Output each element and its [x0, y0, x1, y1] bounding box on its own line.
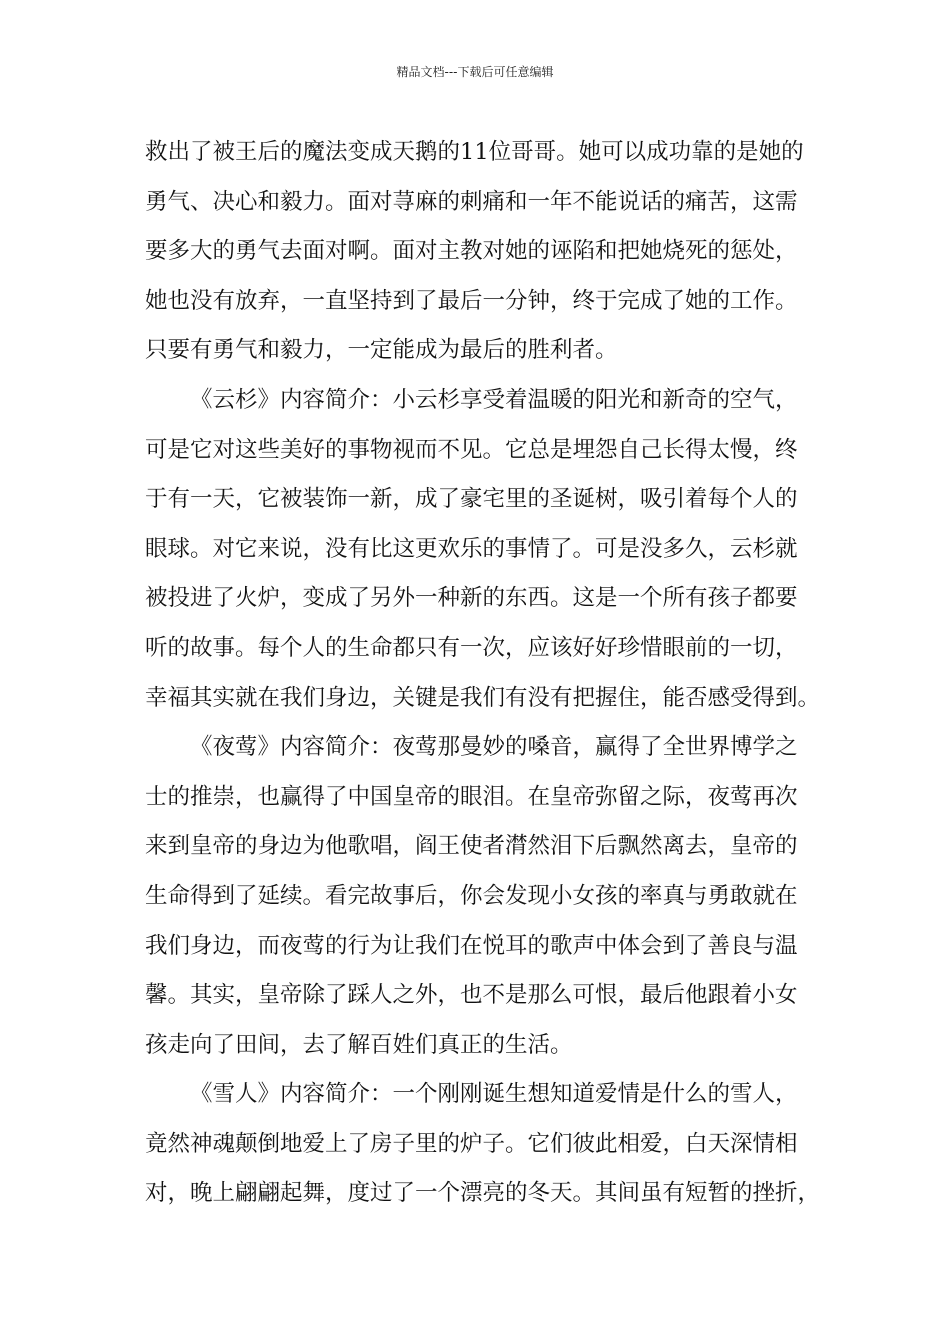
text-line: 救出了被王后的魔法变成天鹅的11位哥哥。她可以成功靠的是她的	[145, 139, 804, 165]
text-line: 她也没有放弃，一直坚持到了最后一分钟，终于完成了她的工作。	[145, 287, 798, 314]
text-line: 士的推崇，也赢得了中国皇帝的眼泪。在皇帝弥留之际，夜莺再次	[145, 783, 798, 810]
text-line: 要多大的勇气去面对啊。面对主教对她的诬陷和把她烧死的惩处，	[145, 238, 798, 265]
body-text	[145, 128, 825, 1219]
text-line: 生命得到了延续。看完故事后，你会发现小女孩的率真与勇敢就在	[145, 882, 798, 909]
text-line: 被投进了火炉，变成了另外一种新的东西。这是一个所有孩子都要	[145, 585, 798, 612]
text-line: 对，晚上翩翩起舞，度过了一个漂亮的冬天。其间虽有短暂的挫折，	[145, 1180, 821, 1207]
text-line: 只要有勇气和毅力，一定能成为最后的胜利者。	[145, 337, 618, 364]
text-line: 幸福其实就在我们身边，关键是我们有没有把握住，能否感受得到。	[145, 684, 821, 711]
text-line: 勇气、决心和毅力。面对荨麻的刺痛和一年不能说话的痛苦，这需	[145, 188, 798, 215]
page-header: 精品文档---下载后可任意编辑	[396, 65, 554, 79]
text-line: 可是它对这些美好的事物视而不见。它总是埋怨自己长得太慢，终	[145, 436, 798, 463]
paragraph-start-xueren: 《雪人》内容简介：一个刚刚诞生想知道爱情是什么的雪人，	[190, 1081, 798, 1108]
text-line: 孩走向了田间，去了解百姓们真正的生活。	[145, 1031, 573, 1058]
text-line: 馨。其实，皇帝除了踩人之外，也不是那么可恨，最后他跟着小女	[145, 982, 798, 1009]
text-line: 于有一天，它被装饰一新，成了豪宅里的圣诞树，吸引着每个人的	[145, 486, 798, 513]
text-line: 眼球。对它来说，没有比这更欢乐的事情了。可是没多久，云杉就	[145, 535, 798, 562]
text-line: 竟然神魂颠倒地爱上了房子里的炉子。它们彼此相爱，白天深情相	[145, 1130, 798, 1157]
paragraph-start-yeying: 《夜莺》内容简介：夜莺那曼妙的嗓音，赢得了全世界博学之	[190, 734, 798, 761]
text-line: 我们身边，而夜莺的行为让我们在悦耳的歌声中体会到了善良与温	[145, 932, 798, 959]
paragraph-start-yunshan: 《云杉》内容简介：小云杉享受着温暖的阳光和新奇的空气，	[190, 386, 798, 413]
text-line: 听的故事。每个人的生命都只有一次，应该好好珍惜眼前的一切，	[145, 634, 798, 661]
text-line: 来到皇帝的身边为他歌唱，阎王使者潸然泪下后飘然离去，皇帝的	[145, 833, 798, 860]
